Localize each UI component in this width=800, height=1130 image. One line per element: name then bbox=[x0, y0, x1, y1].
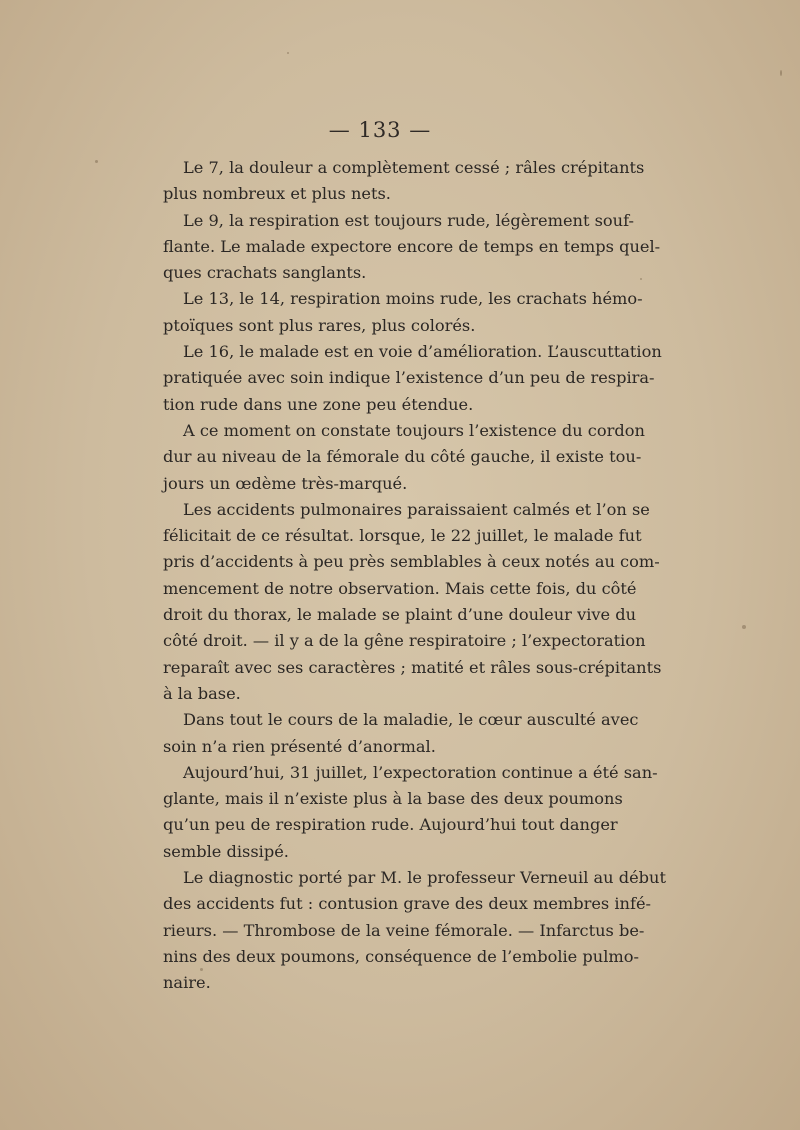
text-line: glante, mais il n’existe plus à la base des deux poumons bbox=[163, 789, 623, 809]
text-line: nins des deux poumons, conséquence de l’embolie pulmo- bbox=[163, 946, 639, 966]
paper-speck bbox=[95, 160, 98, 163]
text-line: Dans tout le cours de la maladie, le cœur ausculté avec bbox=[183, 710, 639, 730]
paper-speck bbox=[742, 625, 746, 629]
text-line: semble dissipé. bbox=[163, 841, 289, 861]
text-line: plus nombreux et plus nets. bbox=[163, 184, 391, 204]
text-line: Le diagnostic porté par M. le professeur Verneuil au début bbox=[183, 868, 666, 888]
text-line: félicitait de ce résultat. lorsque, le 22 juillet, le malade fut bbox=[163, 526, 642, 546]
text-line: jours un œdème très-marqué. bbox=[163, 473, 408, 493]
text-line: A ce moment on constate toujours l’existence du cordon bbox=[183, 420, 645, 440]
text-line: pris d’accidents à peu près semblables à ceux notés au com- bbox=[163, 552, 660, 572]
text-line: tion rude dans une zone peu étendue. bbox=[163, 394, 474, 414]
text-line: côté droit. — il y a de la gêne respiratoire ; l’expectoration bbox=[163, 631, 646, 651]
text-line: Aujourd’hui, 31 juillet, l’expectoration continue a été san- bbox=[183, 762, 658, 782]
text-line: soin n’a rien présenté d’anormal. bbox=[163, 736, 436, 756]
text-line: droit du thorax, le malade se plaint d’une douleur vive du bbox=[163, 605, 637, 625]
text-line: reparaît avec ses caractères ; matité et râles sous-crépitants bbox=[163, 657, 662, 677]
text-line: flante. Le malade expectore encore de temps en temps quel- bbox=[163, 236, 661, 256]
text-line: qu’un peu de respiration rude. Aujourd’hui tout danger bbox=[163, 815, 618, 835]
text-line: Le 7, la douleur a complètement cessé ; râles crépitants bbox=[183, 158, 645, 177]
text-line: ques crachats sanglants. bbox=[163, 263, 367, 283]
text-line: Les accidents pulmonaires paraissaient calmés et l’on se bbox=[183, 499, 650, 519]
text-line: des accidents fut : contusion grave des deux membres infé- bbox=[163, 894, 652, 914]
text-line: naire. bbox=[163, 973, 211, 993]
paper-speck bbox=[780, 70, 782, 76]
text-line: mencement de notre observation. Mais cette fois, du côté bbox=[163, 578, 637, 598]
text-line: rieurs. — Thrombose de la veine fémorale. — Infarctus be- bbox=[163, 920, 645, 940]
body-text bbox=[163, 155, 666, 997]
text-line: ptoïques sont plus rares, plus colorés. bbox=[163, 315, 476, 335]
text-line: dur au niveau de la fémorale du côté gauche, il existe tou- bbox=[163, 447, 642, 467]
text-line: Le 13, le 14, respiration moins rude, les crachats hémo- bbox=[183, 289, 643, 309]
text-line: pratiquée avec soin indique l’existence d’un peu de respira- bbox=[163, 368, 655, 388]
text-line: Le 16, le malade est en voie d’amélioration. L’auscuttation bbox=[183, 342, 662, 362]
paper-speck bbox=[287, 52, 289, 54]
page-number: — 133 — bbox=[328, 118, 432, 142]
text-line: Le 9, la respiration est toujours rude, légèrement souf- bbox=[183, 210, 634, 230]
paper-speck bbox=[640, 278, 642, 280]
text-line: à la base. bbox=[163, 683, 241, 703]
